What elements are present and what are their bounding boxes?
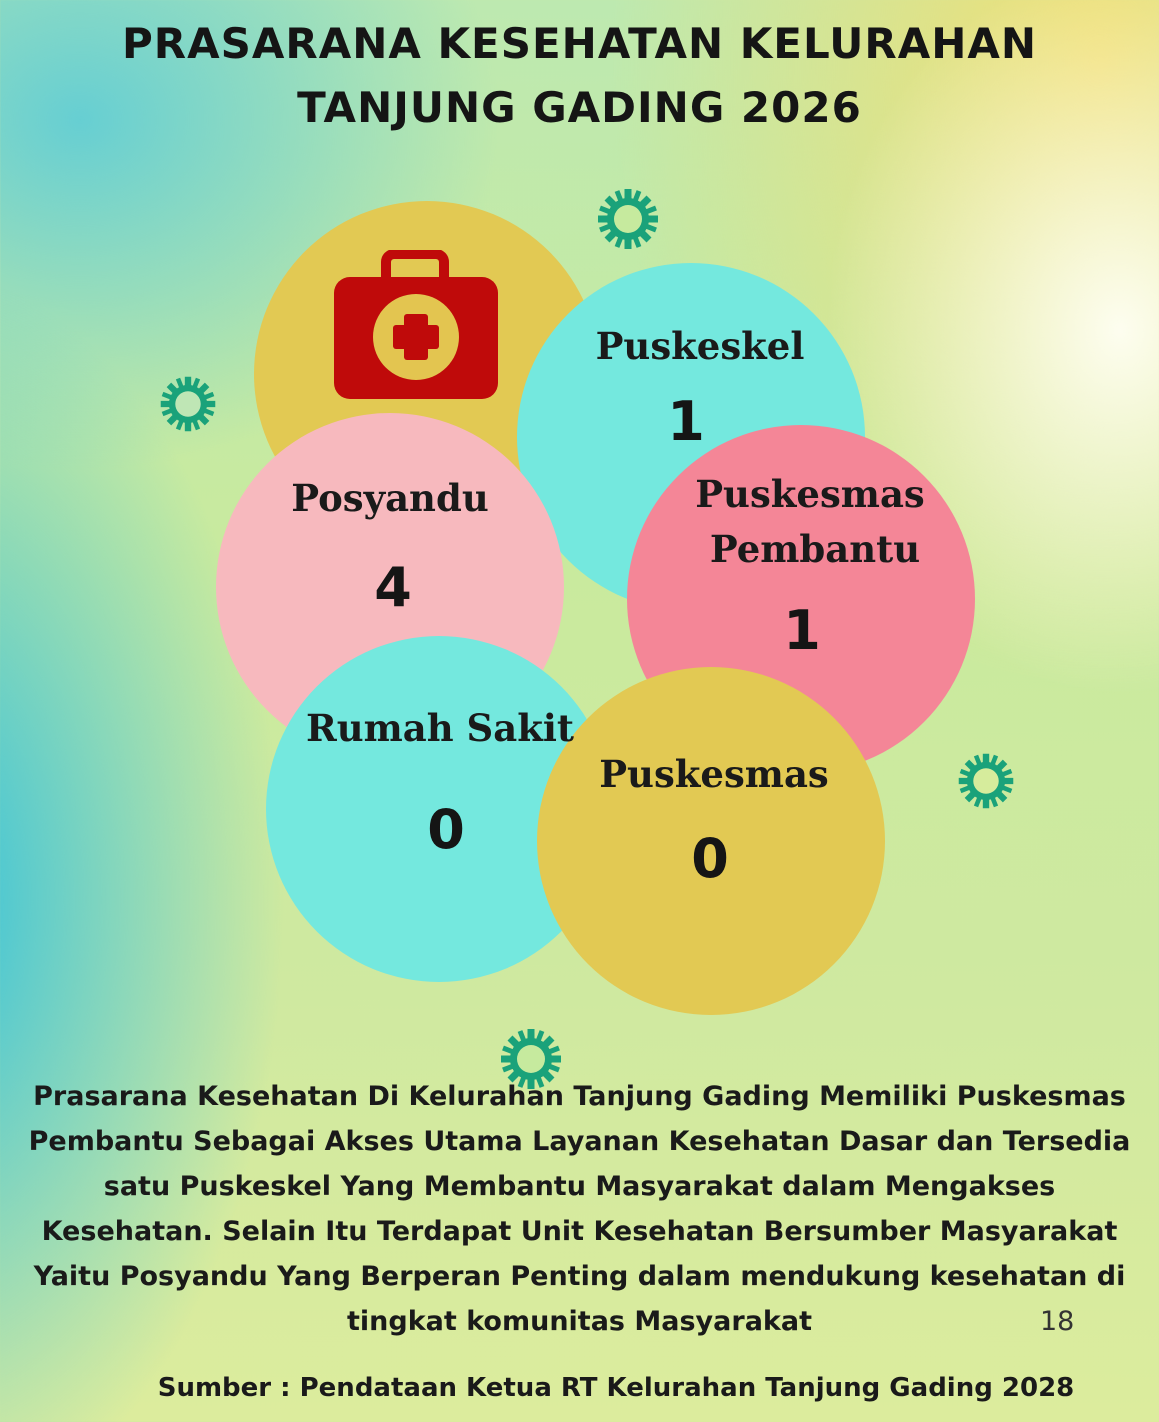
description-line-3: satu Puskeskel Yang Membantu Masyarakat dalam Mengakses <box>103 1171 1056 1202</box>
description-line-2: Pembantu Sebagai Akses Utama Layanan Kesehatan Dasar dan Tersedia <box>28 1126 1131 1157</box>
posyandu-label: Posyandu <box>291 476 489 520</box>
description-line-1: Prasarana Kesehatan Di Kelurahan Tanjung Gading Memiliki Puskesmas <box>33 1081 1126 1112</box>
puskeskel-label: Puskeskel <box>595 324 805 368</box>
first-aid-kit-icon <box>330 250 502 402</box>
puskesmas-label: Puskesmas <box>599 752 829 796</box>
pustu-label-line-2: Pembantu <box>709 527 921 571</box>
title-line-2: TANJUNG GADING 2026 <box>297 83 862 132</box>
description <box>0 1074 1159 1344</box>
gear-icon <box>158 374 218 434</box>
gear-icon <box>595 186 661 252</box>
description-line-4: Kesehatan. Selain Itu Terdapat Unit Kesehatan Bersumber Masyarakat <box>41 1216 1118 1247</box>
pustu-value: 1 <box>783 599 821 662</box>
puskesmas-value: 0 <box>691 827 729 890</box>
pustu-label-line-1: Puskesmas <box>695 472 925 516</box>
page-title <box>0 12 1159 140</box>
posyandu-value: 4 <box>374 556 412 619</box>
rumah-sakit-label: Rumah Sakit <box>305 706 575 750</box>
title-line-1: PRASARANA KESEHATAN KELURAHAN <box>122 19 1037 68</box>
puskeskel-value: 1 <box>667 390 705 453</box>
description-line-5: Yaitu Posyandu Yang Berperan Penting dalam mendukung kesehatan di <box>33 1261 1126 1292</box>
source-note: Sumber : Pendataan Ketua RT Kelurahan Tanjung Gading 2028 <box>157 1373 1075 1403</box>
rumah-sakit-value: 0 <box>427 798 465 861</box>
page-number: 18 <box>1040 1306 1075 1337</box>
gear-icon <box>956 751 1016 811</box>
description-line-6: tingkat komunitas Masyarakat <box>347 1306 812 1337</box>
